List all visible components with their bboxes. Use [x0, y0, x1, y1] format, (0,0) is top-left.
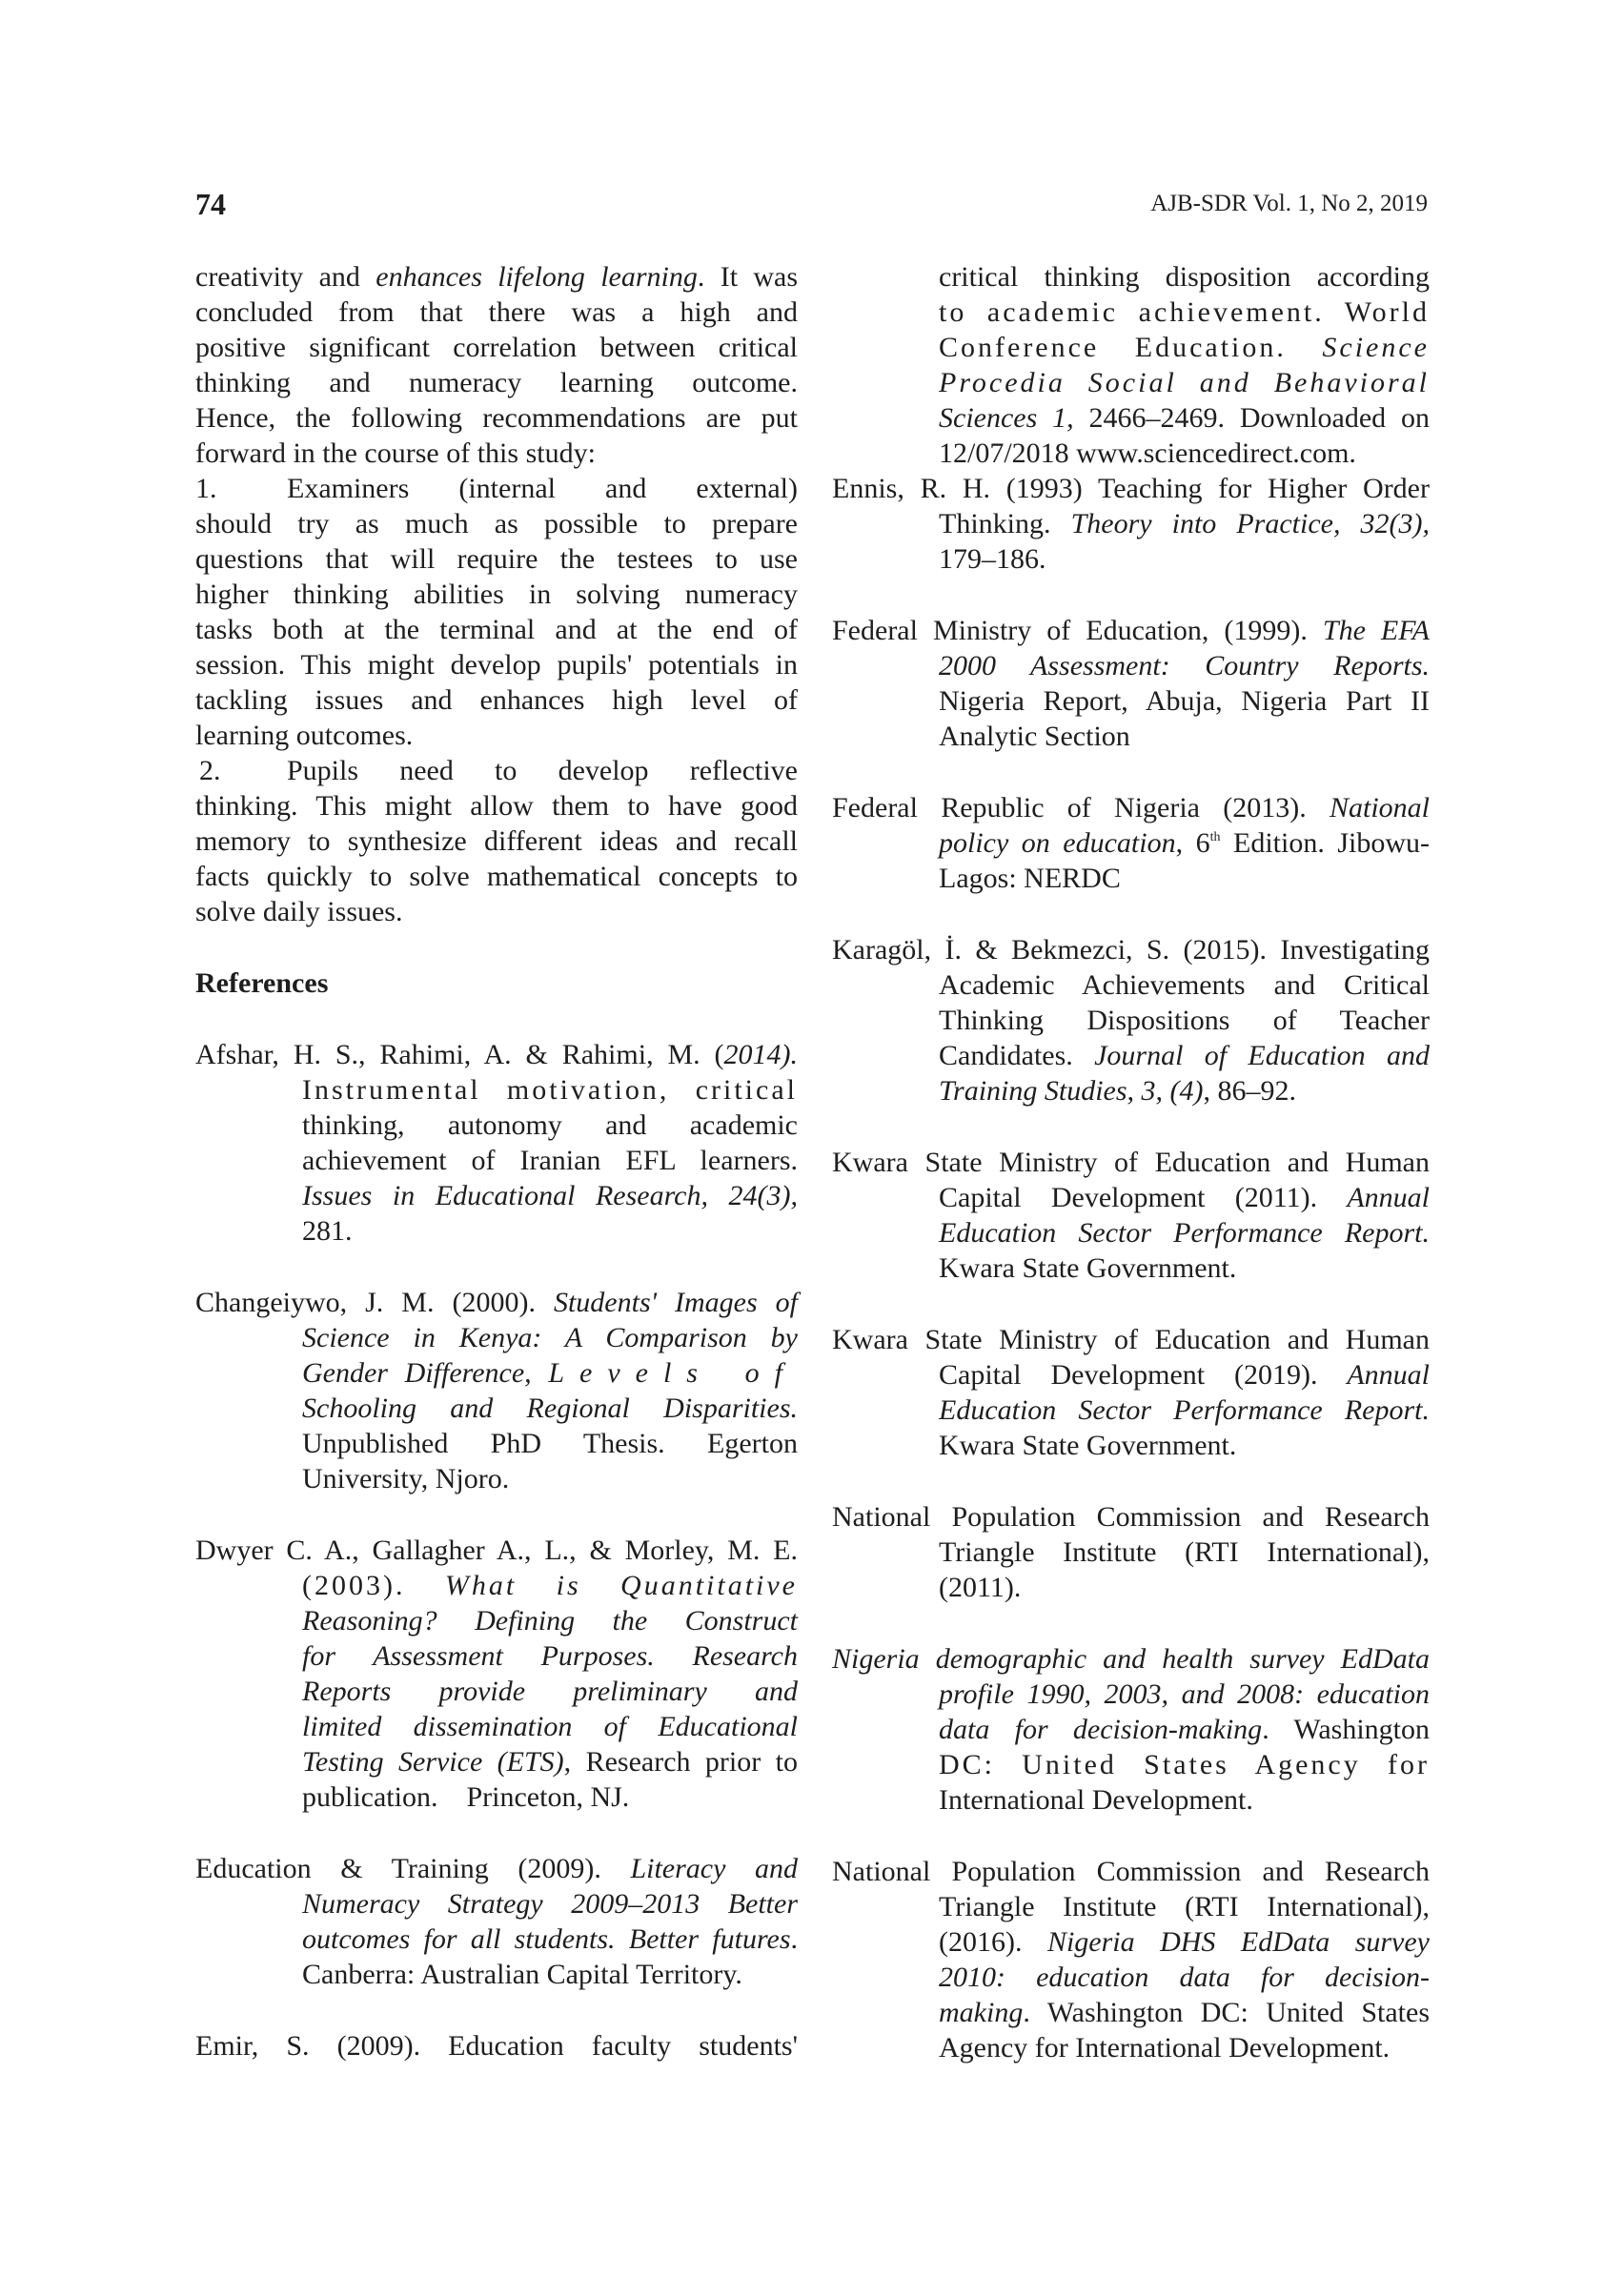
page-number: 74: [195, 187, 226, 221]
recommendation-item: 2. Pupils need to develop reflective thinking. This might allow them to have good memory to synthesize different ideas and recall facts quickly to solve mathematical concepts to solve daily issues.: [195, 755, 798, 927]
reference-entry: Emir, S. (2009). Education faculty students': [195, 2030, 798, 2062]
list-number: 1.: [195, 473, 217, 504]
reference-entry-continued: critical thinking disposition according to academic achievement. World Conference Education. Science Procedia Social and Behavioral Sciences 1, 2466–2469. Downloaded on 12/07/2018 www.sciencedirect.com.: [939, 261, 1431, 469]
reference-entry: Changeiywo, J. M. (2000). Students' Images of Science in Kenya: A Comparison by Gender Difference, Levels of Schooling and Regional Disparities. Unpublished PhD Thesis. Egerton University, Njoro.: [195, 1287, 799, 1494]
list-number: 2.: [199, 755, 221, 786]
reference-entry: Nigeria demographic and health survey EdData profile 1990, 2003, and 2008: education data for decision-making. Washington DC: United States Agency for International Development.: [832, 1643, 1430, 1816]
reference-entry: Federal Republic of Nigeria (2013). National policy on education, 6th Edition. Jibowu- Lagos: NERDC: [832, 792, 1430, 894]
reference-entry: Karagöl, İ. & Bekmezci, S. (2015). Investigating Academic Achievements and Critical Thinking Dispositions of Teacher Candidates. Journal of Education and Training Studies, 3, (4), 86–92.: [832, 934, 1430, 1107]
recommendation-item: 1. Examiners (internal and external) should try as much as possible to prepare questions that will require the testees to use higher thinking abilities in solving numeracy tasks both at the terminal and at the end of session. This might develop pupils' potentials in tackling issues and enhances high level of learning outcomes.: [195, 473, 798, 751]
reference-entry: National Population Commission and Research Triangle Institute (RTI International), (2011).: [832, 1501, 1430, 1603]
reference-entry: Kwara State Ministry of Education and Human Capital Development (2011). Annual Education Sector Performance Report. Kwara State Government.: [832, 1147, 1430, 1284]
references-heading: References: [195, 967, 329, 999]
running-head: AJB-SDR Vol. 1, No 2, 2019: [1150, 191, 1428, 216]
right-column: [832, 259, 1430, 2065]
reference-entry: National Population Commission and Research Triangle Institute (RTI International), (2016). Nigeria DHS EdData survey 2010: education data for decision- making. Washington DC: United States Agency for International Development.: [832, 1856, 1430, 2064]
left-column: [195, 259, 798, 2064]
reference-entry: Afshar, H. S., Rahimi, A. & Rahimi, M. (2014). Instrumental motivation, critical thinking, autonomy and academic achievement of Iranian EFL learners. Issues in Educational Research, 24(3), 281.: [195, 1039, 798, 1247]
reference-entry: Ennis, R. H. (1993) Teaching for Higher Order Thinking. Theory into Practice, 32(3), 179–186.: [832, 473, 1430, 575]
reference-entry: Federal Ministry of Education, (1999). The EFA 2000 Assessment: Country Reports. Nigeria Report, Abuja, Nigeria Part II Analytic Section: [832, 615, 1430, 752]
reference-entry: Dwyer C. A., Gallagher A., L., & Morley, M. E. (2003). What is Quantitative Reasoning? Defining the Construct for Assessment Purposes. Research Reports provide preliminary and limited dissemination of Educational Testing Service (ETS), Research prior to publication. Princeton, NJ.: [195, 1535, 798, 1813]
reference-entry: Education & Training (2009). Literacy and Numeracy Strategy 2009–2013 Better outcomes for all students. Better futures. Canberra: Australian Capital Territory.: [195, 1853, 798, 1990]
conclusion-paragraph: creativity and enhances lifelong learning. It was concluded from that there was a high and positive significant correlation between critical thinking and numeracy learning outcome. Hence, the following recommendations are put forward in the course of this study:: [195, 261, 799, 469]
reference-entry: Kwara State Ministry of Education and Human Capital Development (2019). Annual Education Sector Performance Report. Kwara State Government.: [832, 1324, 1430, 1461]
